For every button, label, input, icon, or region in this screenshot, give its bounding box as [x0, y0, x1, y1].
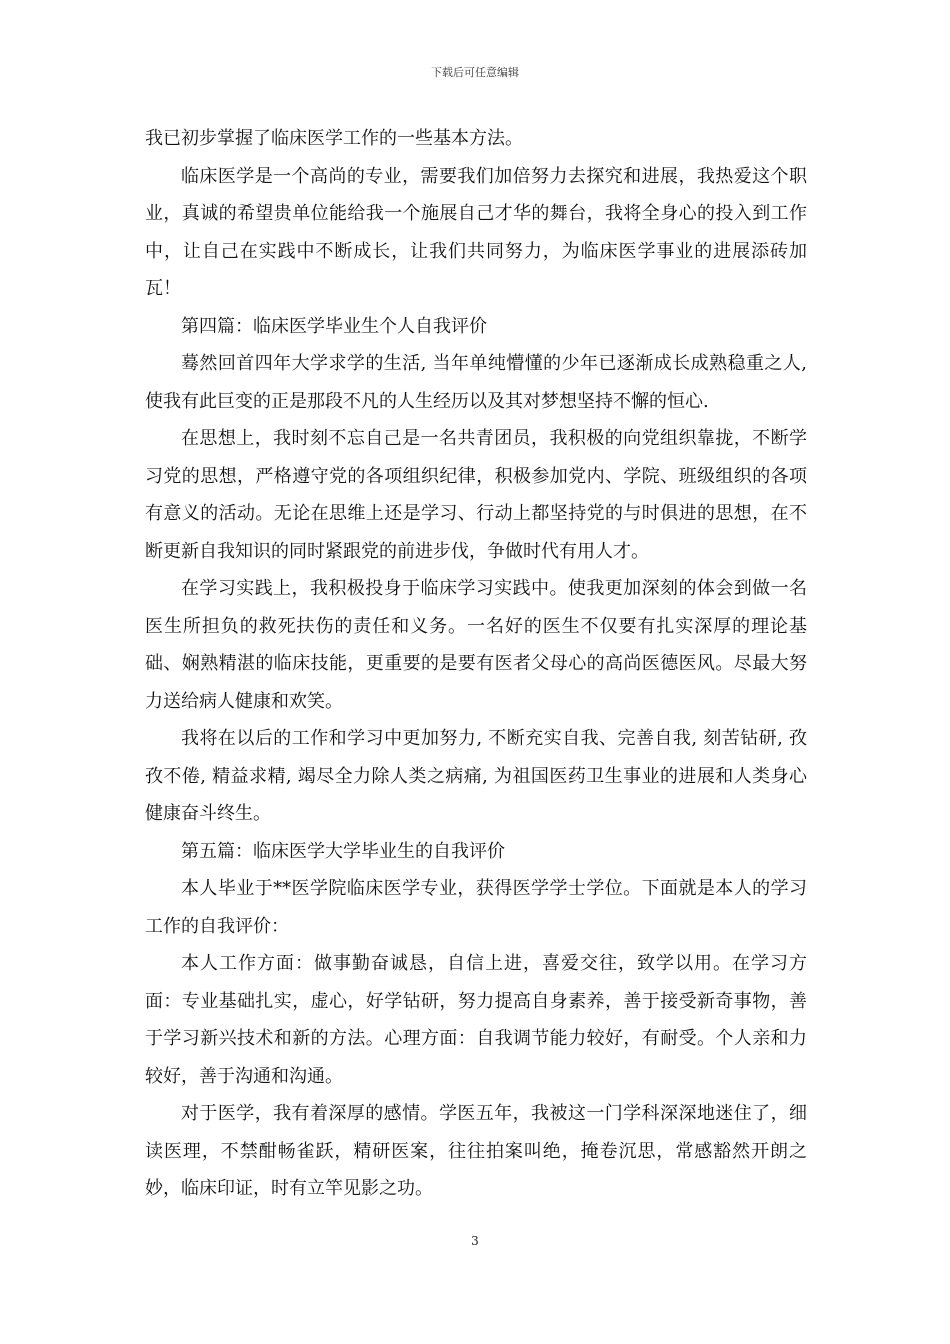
- section-heading-4: 第四篇：临床医学毕业生个人自我评价: [181, 315, 487, 337]
- paragraph-3: 蓦然回首四年大学求学的生活, 当年单纯懵懂的少年已逐渐成长成熟稳重之人, 使我有此巨变的正是那段不凡的人生经历以及其对梦想坚持不懈的恒心.: [145, 353, 807, 412]
- paragraph-1: 我已初步掌握了临床医学工作的一些基本方法。: [145, 128, 523, 149]
- paragraph-6: 我将在以后的工作和学习中更加努力, 不断充实自我、完善自我, 刻苦钻研, 孜孜不倦, 精益求精, 竭尽全力除人类之病痛, 为祖国医药卫生事业的进展和人类身心健康奋斗终生。: [145, 728, 807, 824]
- page-number: 3: [471, 1234, 479, 1248]
- paragraph-7: 本人毕业于**医学院临床医学专业，获得医学学士学位。下面就是本人的学习工作的自我评价：: [145, 878, 807, 937]
- paragraph-5: 在学习实践上，我积极投身于临床学习实践中。使我更加深刻的体会到做一名医生所担负的救死扶伤的责任和义务。一名好的医生不仅要有扎实深厚的理论基础、娴熟精湛的临床技能，更重要的是要有医者父母心的高尚医德医风。尽最大努力送给病人健康和欢笑。: [145, 578, 807, 712]
- paragraph-4: 在思想上，我时刻不忘自己是一名共青团员，我积极的向党组织靠拢，不断学习党的思想，严格遵守党的各项组织纪律，积极参加党内、学院、班级组织的各项有意义的活动。无论在思维上还是学习、行动上都坚持党的与时俱进的思想，在不断更新自我知识的同时紧跟党的前进步伐，争做时代有用人才。: [145, 428, 807, 562]
- paragraph-9: 对于医学，我有着深厚的感情。学医五年，我被这一门学科深深地迷住了，细读医理，不禁酣畅雀跃，精研医案，往往拍案叫绝，掩卷沉思，常感豁然开朗之妙，临床印证，时有立竿见影之功。: [145, 1103, 807, 1199]
- document-body: [145, 120, 807, 1208]
- page-header: 下载后可任意编辑: [431, 66, 519, 79]
- section-heading-5: 第五篇：临床医学大学毕业生的自我评价: [181, 840, 505, 862]
- paragraph-8: 本人工作方面：做事勤奋诚恳，自信上进，喜爱交往，致学以用。在学习方面：专业基础扎实，虚心，好学钻研，努力提高自身素养，善于接受新奇事物，善于学习新兴技术和新的方法。心理方面：自我调节能力较好，有耐受。个人亲和力较好，善于沟通和沟通。: [145, 953, 807, 1087]
- paragraph-2: 临床医学是一个高尚的专业，需要我们加倍努力去探究和进展，我热爱这个职业，真诚的希望贵单位能给我一个施展自己才华的舞台，我将全身心的投入到工作中，让自己在实践中不断成长，让我们共同努力，为临床医学事业的进展添砖加瓦！: [145, 165, 807, 299]
